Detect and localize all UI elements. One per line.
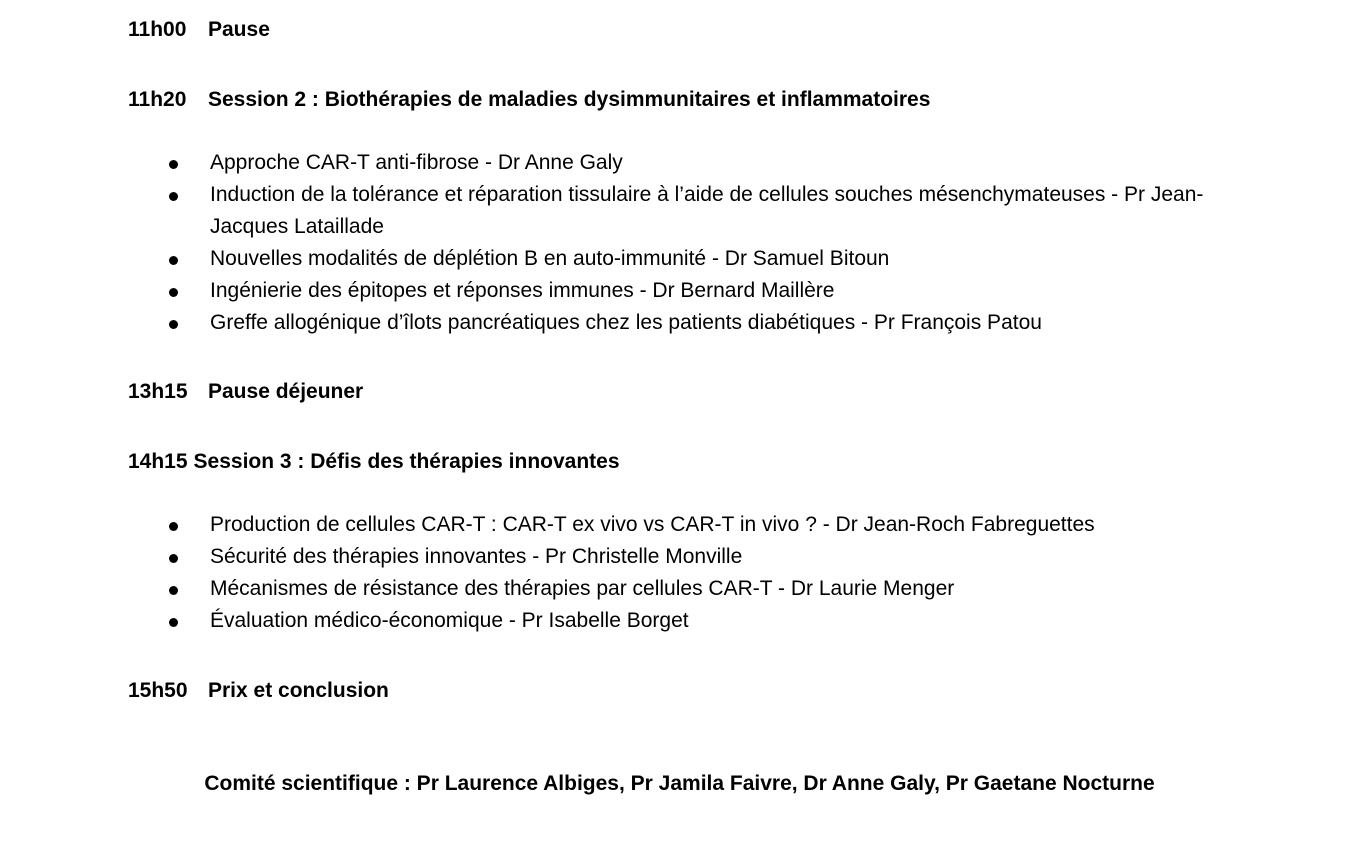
talk-text: Greffe allogénique d’îlots pancréatiques chez les patients diabétiques - Pr François Patou bbox=[210, 311, 1042, 334]
entry-time: 15h50 bbox=[128, 679, 188, 702]
bullet-icon bbox=[169, 160, 178, 169]
bullet-icon bbox=[169, 192, 178, 201]
schedule-entry-pause bbox=[128, 18, 270, 42]
talk-text: Mécanismes de résistance des thérapies par cellules CAR-T - Dr Laurie Menger bbox=[210, 577, 955, 600]
schedule-entry-session-3 bbox=[128, 450, 620, 474]
schedule-entry-closing bbox=[128, 679, 389, 703]
entry-title: Session 3 : Défis des thérapies innovantes bbox=[193, 450, 620, 473]
bullet-icon bbox=[169, 586, 178, 595]
list-item bbox=[0, 275, 1210, 307]
entry-time: 11h20 bbox=[128, 88, 187, 111]
list-item bbox=[0, 573, 1210, 605]
entry-title: Pause déjeuner bbox=[208, 380, 364, 403]
talk-text: Nouvelles modalités de déplétion B en auto-immunité - Dr Samuel Bitoun bbox=[210, 247, 890, 270]
list-item bbox=[0, 243, 1210, 275]
bullet-icon bbox=[169, 288, 178, 297]
entry-time: 14h15 bbox=[128, 450, 188, 473]
list-item bbox=[0, 179, 1210, 243]
entry-time: 13h15 bbox=[128, 380, 188, 403]
list-item bbox=[0, 509, 1210, 541]
bullet-icon bbox=[169, 618, 178, 627]
schedule-entry-lunch bbox=[128, 380, 363, 404]
talk-text: Évaluation médico-économique - Pr Isabelle Borget bbox=[210, 609, 689, 632]
talk-text: Production de cellules CAR-T : CAR-T ex vivo vs CAR-T in vivo ? - Dr Jean-Roch Fabreguettes bbox=[210, 513, 1095, 536]
list-item bbox=[0, 541, 1210, 573]
bullet-icon bbox=[169, 522, 178, 531]
talk-text: Ingénierie des épitopes et réponses immunes - Dr Bernard Maillère bbox=[210, 279, 835, 302]
entry-title: Session 2 : Biothérapies de maladies dysimmunitaires et inflammatoires bbox=[208, 88, 931, 111]
list-item bbox=[0, 605, 1210, 637]
list-item bbox=[0, 147, 1210, 179]
scientific-committee: Comité scientifique : Pr Laurence Albiges, Pr Jamila Faivre, Dr Anne Galy, Pr Gaetane Nocturne bbox=[204, 772, 1155, 795]
entry-time: 11h00 bbox=[128, 18, 187, 41]
talk-text: Approche CAR-T anti-fibrose - Dr Anne Galy bbox=[210, 151, 623, 174]
list-item bbox=[0, 307, 1210, 339]
session-3-talk-list bbox=[0, 509, 1210, 637]
talk-text: Sécurité des thérapies innovantes - Pr Christelle Monville bbox=[210, 545, 743, 568]
bullet-icon bbox=[169, 320, 178, 329]
bullet-icon bbox=[169, 256, 178, 265]
entry-title: Prix et conclusion bbox=[208, 679, 389, 702]
talk-text: Induction de la tolérance et réparation tissulaire à l’aide de cellules souches mésenchymateuses - Pr Jean-Jacques Lataillade bbox=[210, 183, 1204, 238]
schedule-entry-session-2 bbox=[128, 88, 930, 112]
session-2-talk-list bbox=[0, 147, 1210, 339]
entry-title: Pause bbox=[208, 18, 270, 41]
bullet-icon bbox=[169, 554, 178, 563]
